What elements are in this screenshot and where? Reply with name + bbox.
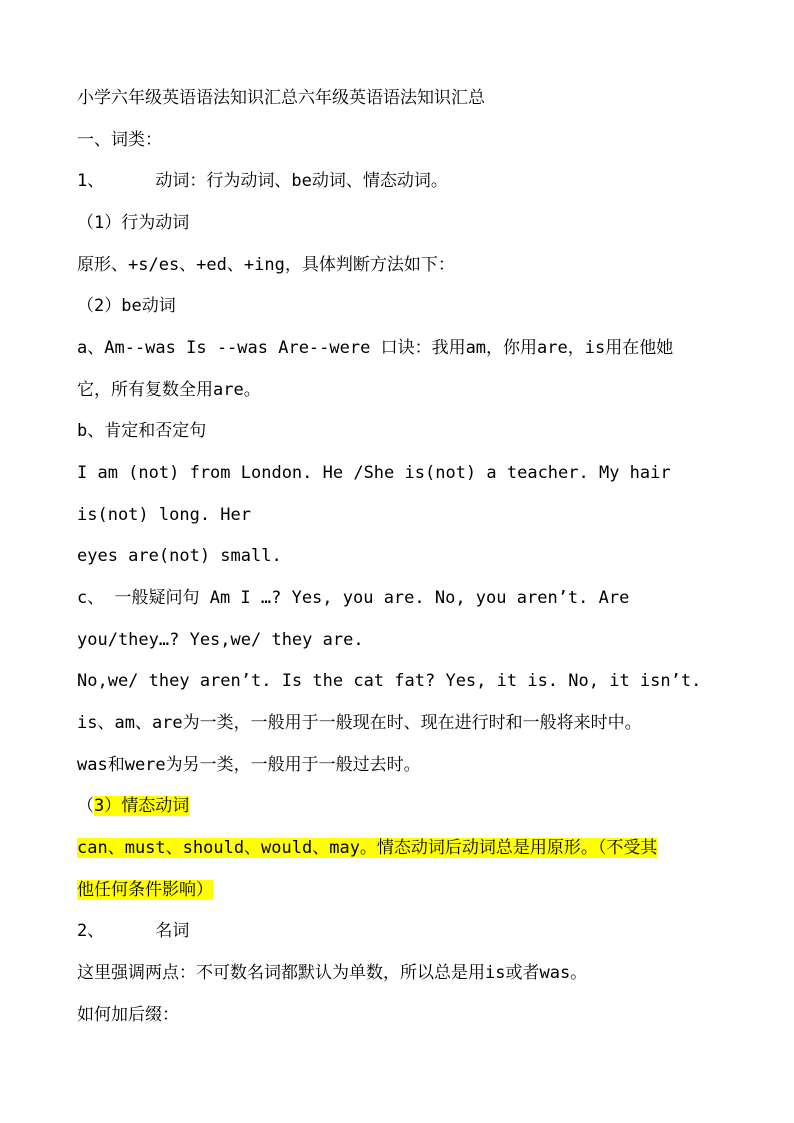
paragraph-line: 它，所有复数全用are。: [77, 380, 261, 400]
example-line: No,we/ they aren’t. Is the cat fat? Yes, it is. No, it isn’t.: [77, 671, 702, 691]
subsection-nouns: 2、 名词: [77, 921, 190, 941]
document-title: 小学六年级英语语法知识汇总六年级英语语法知识汇总: [77, 88, 485, 108]
example-line: is(not) long. Her: [77, 505, 251, 525]
highlighted-fragment: 3）情态动词: [94, 796, 190, 816]
paragraph-line: was和were为另一类，一般用于一般过去时。: [77, 755, 421, 775]
example-line: eyes are(not) small.: [77, 546, 282, 566]
paragraph-line: 如何加后缀：: [77, 1005, 179, 1025]
highlighted-text: can、must、should、would、may。情态动词后动词总是用原形。（不受其: [77, 838, 658, 858]
heading-general-questions: c、 一般疑问句 Am I …? Yes, you are. No, you aren’t. Are: [77, 588, 630, 608]
paragraph-line: a、Am--was Is --was Are--were 口诀：我用am，你用are，is用在他她: [77, 338, 674, 358]
example-line: I am (not) from London. He /She is(not) a teacher. My hair: [77, 463, 671, 483]
example-line: you/they…? Yes,we/ they are.: [77, 630, 364, 650]
subsection-verbs: 1、 动词：行为动词、be动词、情态动词。: [77, 171, 448, 191]
plain-fragment: （: [77, 796, 94, 816]
paragraph-line: is、am、are为一类，一般用于一般现在时、现在进行时和一般将来时中。: [77, 713, 642, 733]
highlighted-paragraph-line: [77, 836, 657, 860]
heading-be-verbs: （2）be动词: [77, 296, 176, 316]
paragraph-line: 原形、+s/es、+ed、+ing，具体判断方法如下：: [77, 255, 455, 275]
highlighted-text: 他任何条件影响）: [77, 880, 213, 900]
section-heading-word-classes: 一、词类：: [77, 130, 162, 150]
highlighted-paragraph-line: [77, 878, 213, 902]
heading-action-verbs: （1）行为动词: [77, 213, 190, 233]
paragraph-line: 这里强调两点：不可数名词都默认为单数，所以总是用is或者was。: [77, 963, 588, 983]
heading-modal-verbs-highlighted: [77, 794, 189, 818]
heading-affirmative-negative: b、肯定和否定句: [77, 421, 207, 441]
